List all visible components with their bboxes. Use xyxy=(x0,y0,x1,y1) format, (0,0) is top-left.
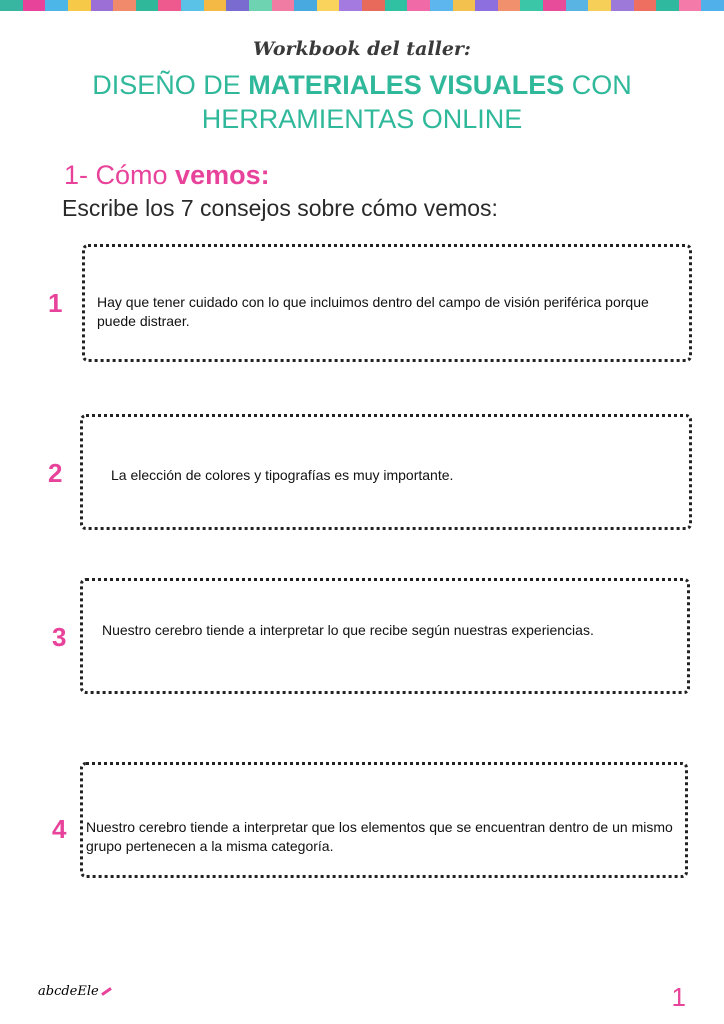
stripe-segment xyxy=(430,0,453,11)
answer-number-1: 1 xyxy=(48,288,63,318)
section-heading-pre: 1- Cómo xyxy=(64,160,176,190)
answer-text-3[interactable]: Nuestro cerebro tiende a interpretar lo que recibe según nuestras experiencias. xyxy=(102,622,594,638)
stripe-segment xyxy=(68,0,91,11)
stripe-segment xyxy=(294,0,317,11)
title-line1-post: CON xyxy=(564,70,632,100)
stripe-segment xyxy=(588,0,611,11)
stripe-segment xyxy=(634,0,657,11)
title-line1-bold: MATERIALES VISUALES xyxy=(248,70,565,100)
pencil-icon xyxy=(101,987,112,996)
answer-text-1[interactable]: Hay que tener cuidado con lo que incluimos dentro del campo de visión periférica porque puede distraer. xyxy=(97,294,649,329)
stripe-segment xyxy=(339,0,362,11)
stripe-segment xyxy=(520,0,543,11)
stripe-segment xyxy=(656,0,679,11)
stripe-segment xyxy=(385,0,408,11)
page-title xyxy=(0,68,724,136)
stripe-segment xyxy=(91,0,114,11)
stripe-segment xyxy=(566,0,589,11)
title-line1-pre: DISEÑO DE xyxy=(92,70,249,100)
brand-logo-text: abcdeEle xyxy=(38,984,99,999)
stripe-segment xyxy=(136,0,159,11)
section-instruction: Escribe los 7 consejos sobre cómo vemos: xyxy=(62,195,498,221)
workbook-label: Workbook del taller: xyxy=(253,38,471,60)
title-line2: HERRAMIENTAS ONLINE xyxy=(201,104,523,134)
stripe-segment xyxy=(113,0,136,11)
answer-number-2: 2 xyxy=(48,458,63,488)
page-number: 1 xyxy=(671,982,686,1012)
stripe-segment xyxy=(45,0,68,11)
stripe-segment xyxy=(498,0,521,11)
stripe-segment xyxy=(249,0,272,11)
answer-text-2[interactable]: La elección de colores y tipografías es muy importante. xyxy=(111,467,454,483)
stripe-segment xyxy=(317,0,340,11)
answer-number-3: 3 xyxy=(52,622,67,652)
stripe-segment xyxy=(611,0,634,11)
stripe-segment xyxy=(453,0,476,11)
section-heading-bold: vemos: xyxy=(175,160,270,190)
stripe-segment xyxy=(23,0,46,11)
color-stripe-header xyxy=(0,0,724,11)
section-heading xyxy=(64,160,270,191)
stripe-segment xyxy=(543,0,566,11)
stripe-segment xyxy=(158,0,181,11)
answer-text-4[interactable]: Nuestro cerebro tiende a interpretar que los elementos que se encuentran dentro de un mismo grupo pertenecen a la misma categoría. xyxy=(86,819,673,854)
stripe-segment xyxy=(226,0,249,11)
answer-number-4: 4 xyxy=(52,814,67,844)
stripe-segment xyxy=(679,0,702,11)
brand-logo xyxy=(38,984,112,999)
stripe-segment xyxy=(204,0,227,11)
stripe-segment xyxy=(475,0,498,11)
stripe-segment xyxy=(407,0,430,11)
stripe-segment xyxy=(362,0,385,11)
stripe-segment xyxy=(181,0,204,11)
stripe-segment xyxy=(272,0,295,11)
stripe-segment xyxy=(0,0,23,11)
stripe-segment xyxy=(701,0,724,11)
